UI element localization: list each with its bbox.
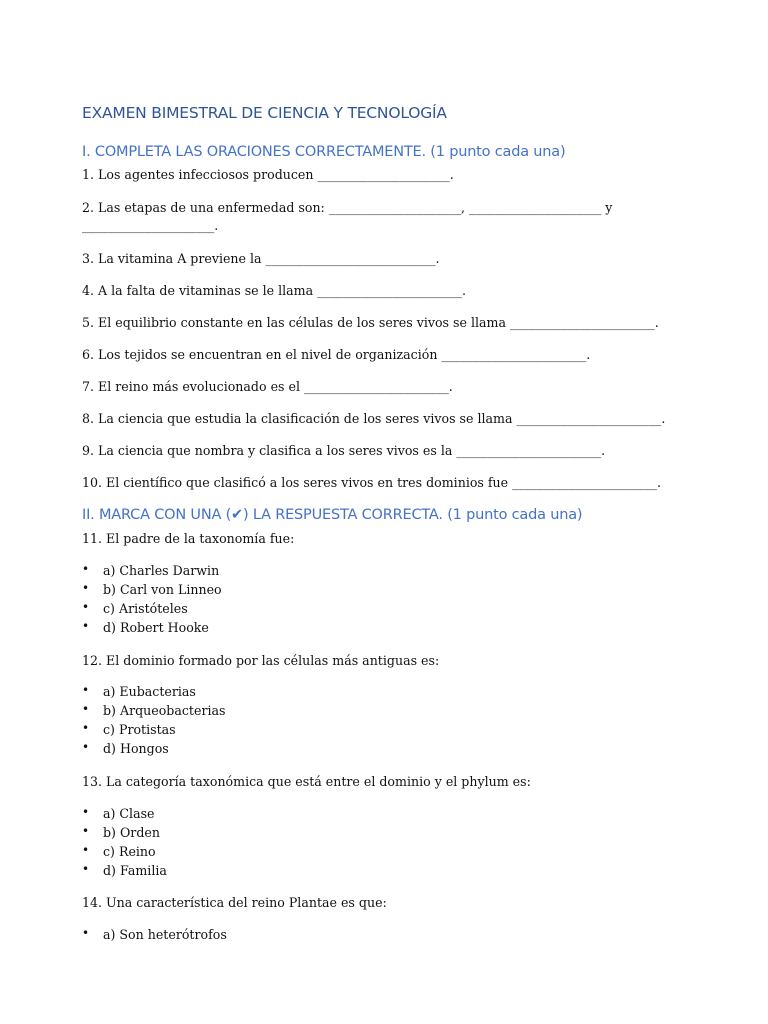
- bullet-icon: •: [82, 600, 90, 614]
- section-1-heading: I. COMPLETA LAS ORACIONES CORRECTAMENTE. (1 punto cada una): [82, 144, 566, 160]
- bullet-icon: •: [82, 702, 90, 716]
- bullet-icon: •: [82, 740, 90, 754]
- question-13: 13. La categoría taxonómica que está entre el dominio y el phylum es:: [82, 774, 531, 789]
- bullet-icon: •: [82, 562, 90, 576]
- section-2-heading: II. MARCA CON UNA (✔) LA RESPUESTA CORRECTA. (1 punto cada una): [82, 507, 583, 523]
- option-label: b) Orden: [103, 825, 160, 840]
- option-label: b) Carl von Linneo: [103, 582, 222, 597]
- exam-title: EXAMEN BIMESTRAL DE CIENCIA Y TECNOLOGÍA: [82, 104, 447, 122]
- option-label: a) Charles Darwin: [103, 563, 220, 578]
- option-label: d) Hongos: [103, 741, 169, 756]
- fill-item-6: 6. Los tejidos se encuentran en el nivel de organización _______________________.: [82, 347, 591, 362]
- option-label: a) Clase: [103, 806, 155, 821]
- option-label: a) Eubacterias: [103, 684, 196, 699]
- bullet-icon: •: [82, 581, 90, 595]
- bullet-icon: •: [82, 683, 90, 697]
- bullet-icon: •: [82, 721, 90, 735]
- fill-item-2: 2. Las etapas de una enfermedad son: _____________________, _____________________ y: [82, 200, 613, 215]
- option-label: a) Son heterótrofos: [103, 927, 227, 942]
- bullet-icon: •: [82, 862, 90, 876]
- bullet-icon: •: [82, 824, 90, 838]
- fill-item-10: 10. El científico que clasificó a los seres vivos en tres dominios fue _______________________.: [82, 475, 661, 490]
- bullet-icon: •: [82, 619, 90, 633]
- fill-item-4: 4. A la falta de vitaminas se le llama _______________________.: [82, 283, 466, 298]
- fill-item-5: 5. El equilibrio constante en las células de los seres vivos se llama _______________________.: [82, 315, 659, 330]
- bullet-icon: •: [82, 805, 90, 819]
- option-label: c) Aristóteles: [103, 601, 188, 616]
- fill-item-7: 7. El reino más evolucionado es el _______________________.: [82, 379, 453, 394]
- fill-item-2-continued: _____________________.: [82, 218, 219, 233]
- option-label: b) Arqueobacterias: [103, 703, 226, 718]
- option-label: d) Familia: [103, 863, 167, 878]
- fill-item-9: 9. La ciencia que nombra y clasifica a los seres vivos es la _______________________.: [82, 443, 606, 458]
- bullet-icon: •: [82, 926, 90, 940]
- fill-item-3: 3. La vitamina A previene la ___________________________.: [82, 251, 440, 266]
- option-label: c) Protistas: [103, 722, 176, 737]
- option-label: c) Reino: [103, 844, 156, 859]
- question-12: 12. El dominio formado por las células más antiguas es:: [82, 653, 440, 668]
- question-11: 11. El padre de la taxonomía fue:: [82, 531, 295, 546]
- option-label: d) Robert Hooke: [103, 620, 209, 635]
- fill-item-1: 1. Los agentes infecciosos producen _____________________.: [82, 167, 454, 182]
- question-14: 14. Una característica del reino Plantae es que:: [82, 895, 387, 910]
- bullet-icon: •: [82, 843, 90, 857]
- fill-item-8: 8. La ciencia que estudia la clasificación de los seres vivos se llama _______________________.: [82, 411, 666, 426]
